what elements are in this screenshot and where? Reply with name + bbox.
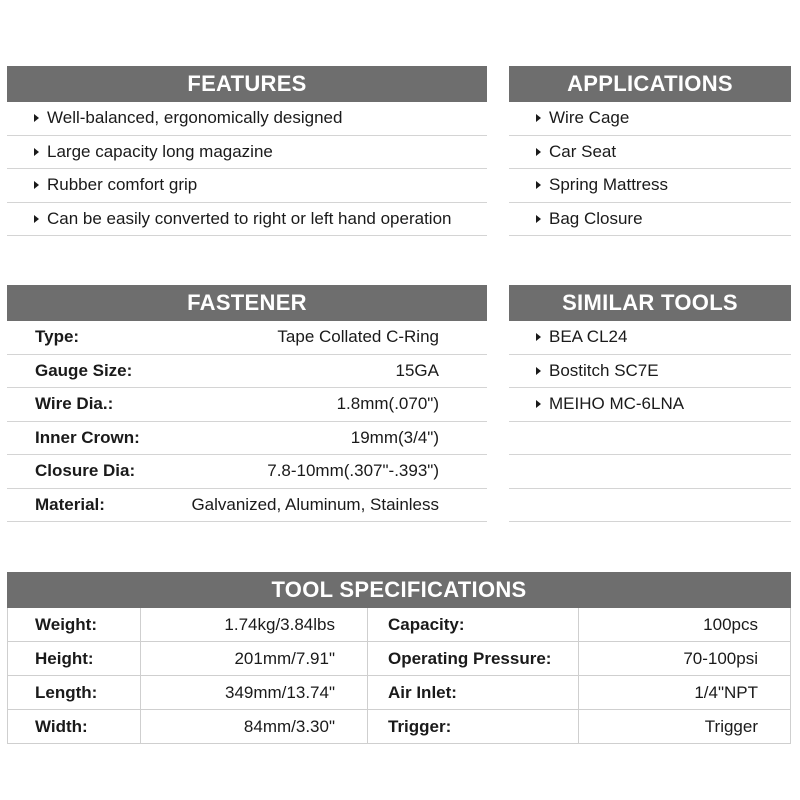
fastener-row: Type: Tape Collated C-Ring [7,321,487,355]
spec-value: 84mm/3.30" [141,710,368,743]
tool-specs-table [7,608,791,744]
table-row [8,710,790,744]
spec-label: Trigger: [368,710,579,743]
similar-tools-panel [509,285,791,522]
bullet-icon [34,181,39,189]
list-item: BEA CL24 [509,321,791,355]
spec-label: Weight: [8,608,141,641]
spec-label: Air Inlet: [368,676,579,709]
fastener-row: Closure Dia: 7.8-10mm(.307"-.393") [7,455,487,489]
bullet-icon [536,114,541,122]
list-item: Spring Mattress [509,169,791,203]
bullet-icon [536,215,541,223]
spec-label: Length: [8,676,141,709]
fastener-row: Material: Galvanized, Aluminum, Stainless [7,489,487,523]
spec-value: 100pcs [703,614,758,634]
list-item: MEIHO MC-6LNA [509,388,791,422]
spec-value: 1/4"NPT [694,682,758,702]
fastener-panel [7,285,487,522]
list-item: Can be easily converted to right or left hand operation [7,203,487,237]
fastener-header: FASTENER [7,285,487,321]
bullet-icon [536,367,541,375]
bullet-icon [536,181,541,189]
list-item: Well-balanced, ergonomically designed [7,102,487,136]
bullet-icon [536,333,541,341]
spec-label: Width: [8,710,141,743]
spec-value: 70-100psi [683,648,758,668]
bullet-icon [34,114,39,122]
table-row [8,608,790,642]
table-row [8,642,790,676]
list-item: Rubber comfort grip [7,169,487,203]
list-item: Car Seat [509,136,791,170]
empty-row [509,422,791,456]
fastener-row: Gauge Size: 15GA [7,355,487,389]
tool-specs-header: TOOL SPECIFICATIONS [7,572,791,608]
fastener-row: Wire Dia.: 1.8mm(.070") [7,388,487,422]
similar-tools-header: SIMILAR TOOLS [509,285,791,321]
spec-label: Operating Pressure: [368,642,579,675]
spec-label: Capacity: [368,608,579,641]
list-item: Bostitch SC7E [509,355,791,389]
table-row [8,676,790,710]
bullet-icon [34,148,39,156]
applications-panel [509,66,791,236]
list-item: Bag Closure [509,203,791,237]
spec-value: 349mm/13.74" [141,676,368,709]
features-header: FEATURES [7,66,487,102]
bullet-icon [34,215,39,223]
features-panel [7,66,487,236]
spec-value: 201mm/7.91" [141,642,368,675]
applications-header: APPLICATIONS [509,66,791,102]
list-item: Large capacity long magazine [7,136,487,170]
spec-value: 1.74kg/3.84lbs [141,608,368,641]
empty-row [509,489,791,523]
tool-specs-panel [7,572,791,744]
list-item: Wire Cage [509,102,791,136]
bullet-icon [536,400,541,408]
bullet-icon [536,148,541,156]
spec-label: Height: [8,642,141,675]
spec-value: Trigger [704,716,758,736]
empty-row [509,455,791,489]
fastener-row: Inner Crown: 19mm(3/4") [7,422,487,456]
